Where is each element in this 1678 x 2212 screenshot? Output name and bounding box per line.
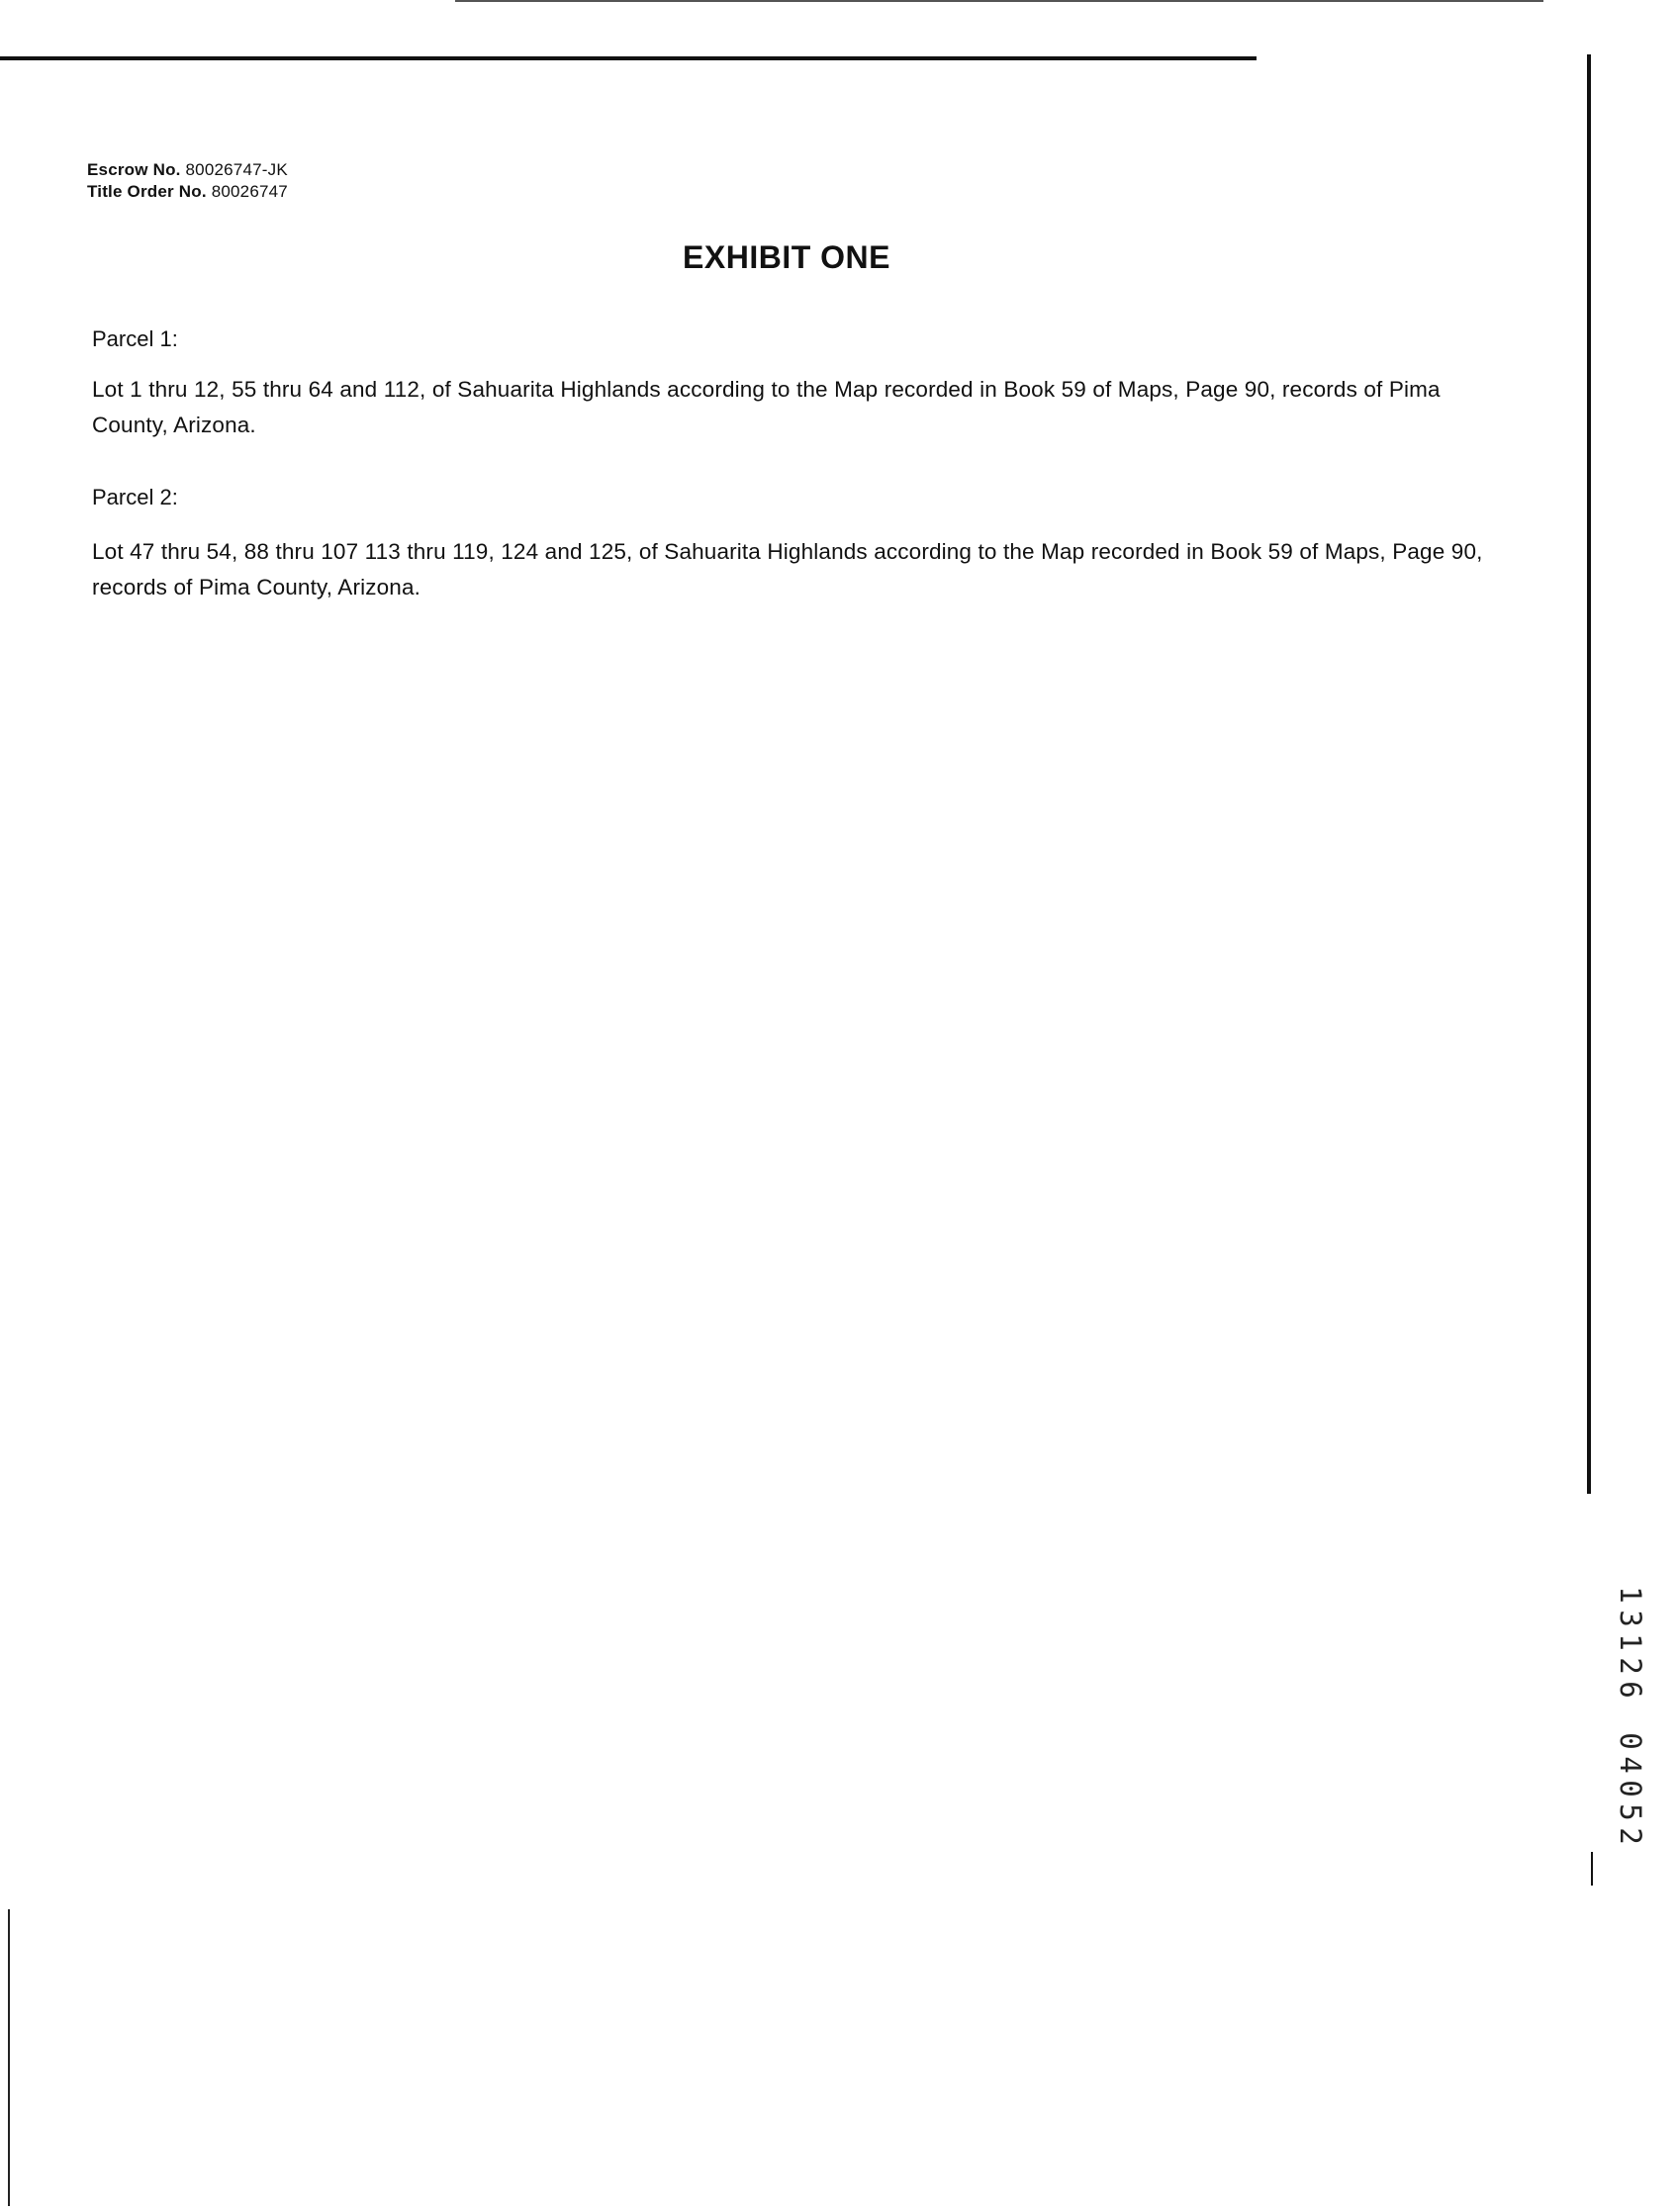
- scan-top-edge-line: [455, 0, 1543, 2]
- scan-right-margin-bar: [1587, 54, 1591, 1494]
- recording-stamp: [1611, 1583, 1650, 1848]
- recording-page-number: [1611, 1729, 1650, 1848]
- docket-digit: 6: [1614, 1681, 1647, 1699]
- parcel-2-heading: Parcel 2:: [92, 485, 178, 509]
- page-digit: 2: [1614, 1827, 1647, 1845]
- parcel-2-description: Lot 47 thru 54, 88 thru 107 113 thru 119, 124 and 125, of Sahuarita Highlands according to the Map recorded in Book 59 of Maps, Page 90, records of Pima County, Arizona.: [92, 539, 1483, 599]
- page-digit: 5: [1614, 1803, 1647, 1821]
- scan-left-edge-bar: [8, 1909, 10, 2206]
- docket-digit: 3: [1614, 1610, 1647, 1627]
- title-order-number: 80026747: [211, 182, 288, 201]
- escrow-number: 80026747-JK: [185, 160, 288, 179]
- parcel-1-description: Lot 1 thru 12, 55 thru 64 and 112, of Sahuarita Highlands according to the Map recorded in Book 59 of Maps, Page 90, records of Pima County, Arizona.: [92, 377, 1441, 437]
- docket-digit: 1: [1614, 1633, 1647, 1651]
- scan-right-tick: [1591, 1852, 1593, 1886]
- escrow-label: Escrow No.: [87, 160, 181, 179]
- page-digit: 0: [1614, 1732, 1647, 1750]
- parcel-1-heading: Parcel 1:: [92, 326, 178, 351]
- docket-digit: 1: [1614, 1586, 1647, 1604]
- docket-digit: 2: [1614, 1657, 1647, 1675]
- page-digit: 4: [1614, 1756, 1647, 1774]
- page-digit: 0: [1614, 1780, 1647, 1797]
- scan-top-rule: [0, 56, 1257, 60]
- title-order-number-line: [87, 181, 288, 203]
- recording-docket-number: [1611, 1583, 1650, 1702]
- exhibit-title: EXHIBIT ONE: [683, 239, 890, 275]
- title-order-label: Title Order No.: [87, 182, 207, 201]
- escrow-number-line: [87, 159, 288, 181]
- document-reference-block: [87, 159, 288, 203]
